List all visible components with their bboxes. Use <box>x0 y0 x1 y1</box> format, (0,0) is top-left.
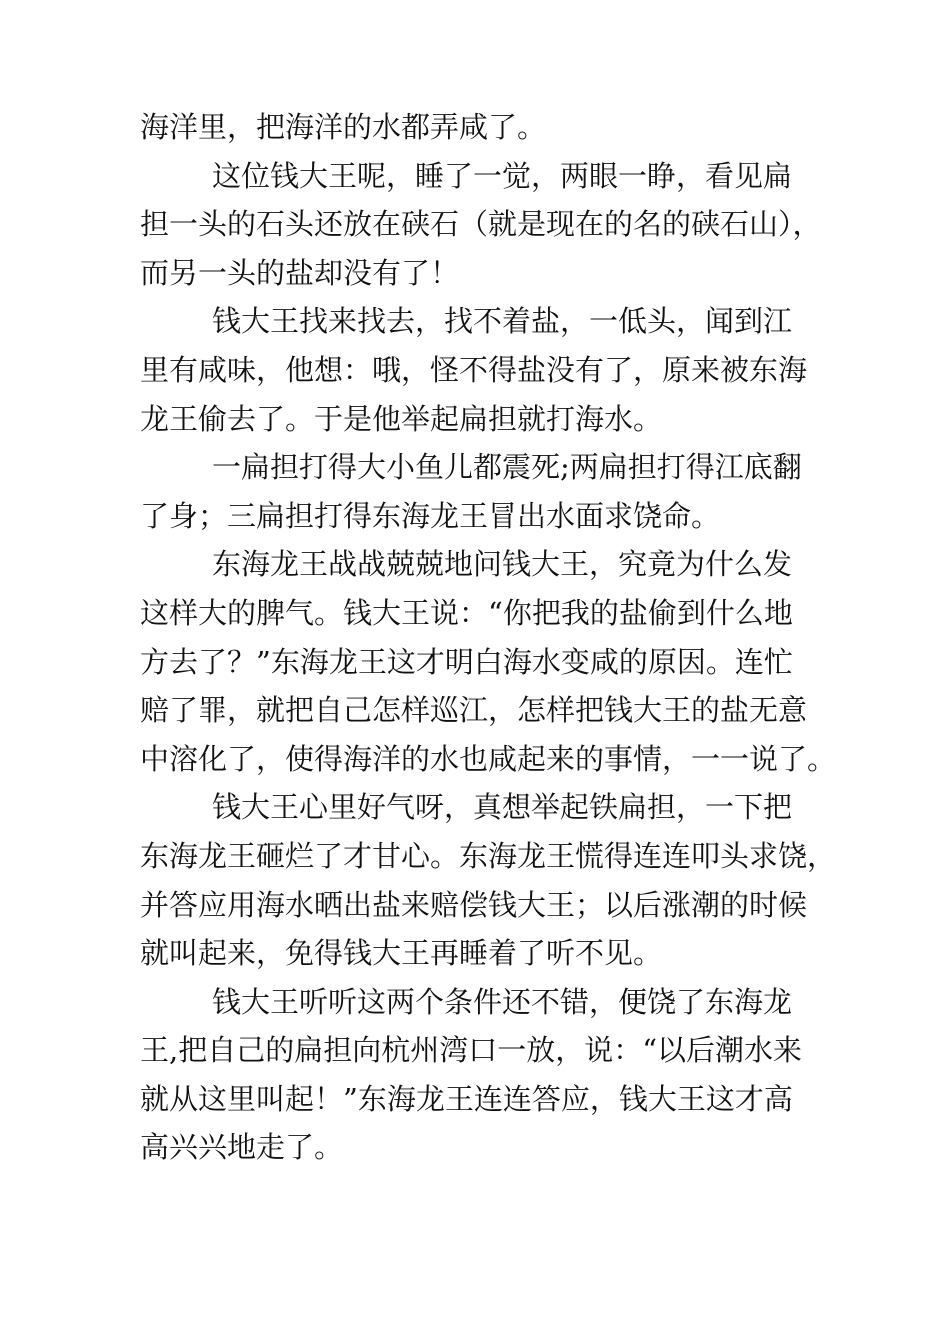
text-line: 东海龙王砸烂了才甘心。东海龙王慌得连连叩头求饶， <box>140 838 837 873</box>
text-line: 海洋里，把海洋的水都弄咸了。 <box>140 110 547 144</box>
text-line: 方去了？”东海龙王这才明白海水变咸的原因。连忙 <box>140 644 793 679</box>
text-line: 钱大王心里好气呀，真想举起铁扁担，一下把 <box>212 790 793 825</box>
text-line: 钱大王听听这两个条件还不错，便饶了东海龙 <box>212 984 793 1019</box>
text-line: 里有咸味，他想：哦，怪不得盐没有了，原来被东海 <box>140 352 808 387</box>
text-line: 就从这里叫起！”东海龙王连连答应，钱大王这才高 <box>140 1081 793 1116</box>
text-line: 赔了罪，就把自己怎样巡江，怎样把钱大王的盐无意 <box>140 693 808 728</box>
text-line: 东海龙王战战兢兢地问钱大王，究竟为什么发 <box>212 547 793 582</box>
text-line: 一扁担打得大小鱼儿都震死;两扁担打得江底翻 <box>212 450 802 485</box>
text-line: 高兴兴地走了。 <box>140 1130 344 1165</box>
text-line: 了身；三扁担打得东海龙王冒出水面求饶命。 <box>140 498 721 533</box>
text-line: 这样大的脾气。钱大王说：“你把我的盐偷到什么地 <box>140 595 793 630</box>
text-line: 王,把自己的扁担向杭州湾口一放，说：“以后潮水来 <box>140 1033 803 1068</box>
text-line: 钱大王找来找去，找不着盐，一低头，闻到江 <box>212 304 793 339</box>
text-line: 就叫起来，免得钱大王再睡着了听不见。 <box>140 936 663 971</box>
text-line: 中溶化了，使得海洋的水也咸起来的事情，一一说了。 <box>140 741 837 776</box>
text-line: 担一头的石头还放在硖石（就是现在的名的硖石山）， <box>140 207 822 242</box>
text-line: 而另一头的盐却没有了！ <box>140 255 460 290</box>
story-text <box>140 103 837 1172</box>
text-line: 这位钱大王呢，睡了一觉，两眼一睁，看见扁 <box>212 158 793 193</box>
text-line: 并答应用海水晒出盐来赔偿钱大王；以后涨潮的时候 <box>140 887 808 922</box>
text-line: 龙王偷去了。于是他举起扁担就打海水。 <box>140 401 663 436</box>
